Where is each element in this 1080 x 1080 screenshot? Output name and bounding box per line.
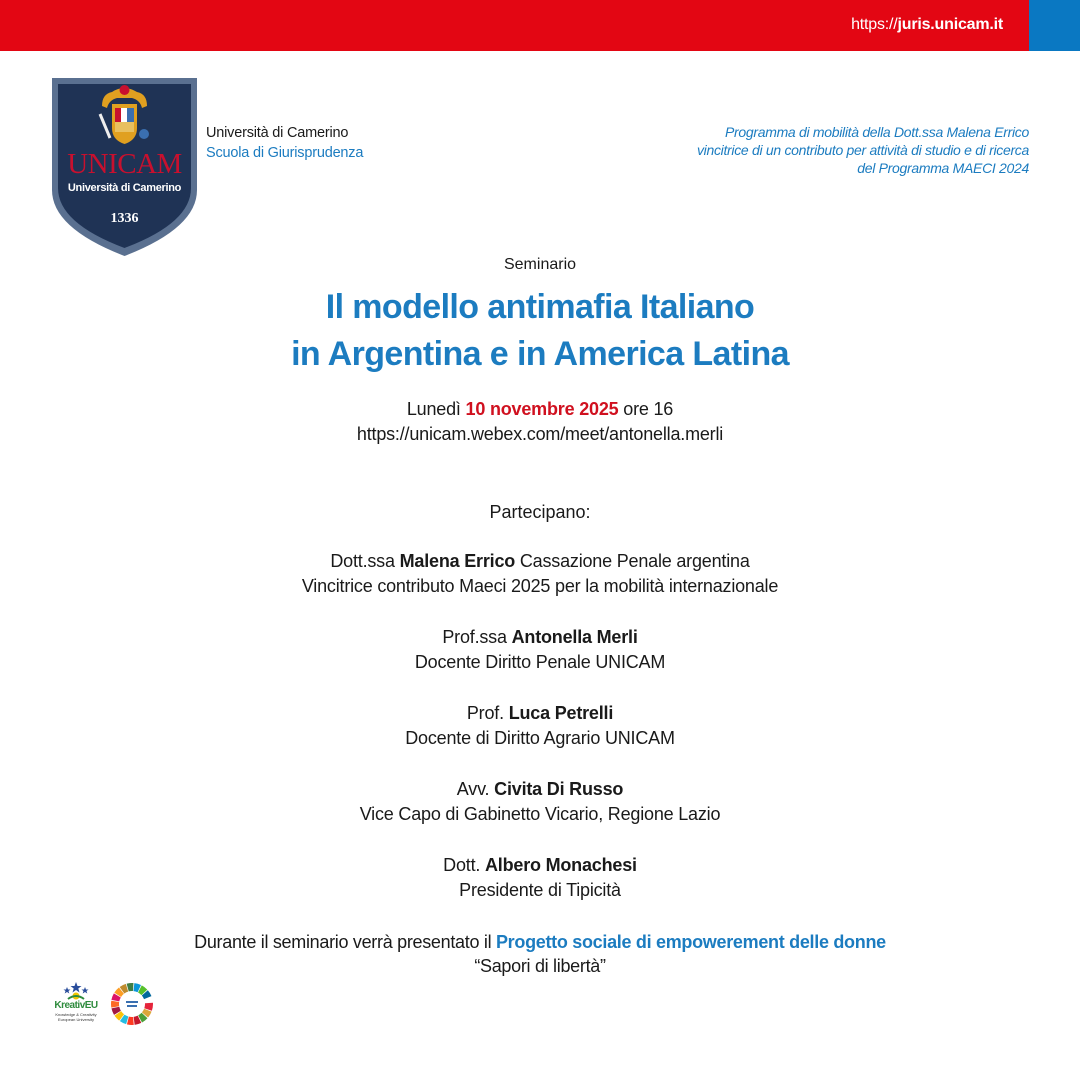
logo-wordmark: UNICAM — [67, 148, 182, 180]
project-title: Progetto sociale di empowerement delle donne — [495, 932, 886, 952]
webex-link[interactable]: https://unicam.webex.com/meet/antonella.merli — [356, 424, 724, 444]
university-name: Università di Camerino — [206, 125, 349, 141]
event-type: Seminario — [503, 256, 577, 273]
participant-name: Luca Petrelli — [508, 703, 614, 723]
closing-note — [0, 930, 1080, 978]
participant-title: Prof.ssa — [442, 627, 507, 647]
participant-role: Vincitrice contributo Maeci 2025 per la mobilità internazionale — [301, 576, 779, 596]
event-title — [0, 284, 1080, 378]
program-note — [549, 123, 1029, 177]
kreativeu-subtitle-line: European University — [57, 1017, 95, 1022]
participant — [0, 549, 1080, 599]
day-label: Lunedì — [406, 399, 461, 419]
url-domain: juris.unicam.it — [897, 16, 1003, 33]
participant-name: Civita Di Russo — [494, 779, 624, 799]
participant — [0, 701, 1080, 751]
sdg-wheel-icon — [110, 982, 154, 1026]
project-name: “Sapori di libertà” — [474, 956, 606, 976]
participant-role: Vice Capo di Gabinetto Vicario, Regione Lazio — [359, 804, 721, 824]
participant — [0, 853, 1080, 903]
school-name: Scuola di Giurisprudenza — [206, 145, 364, 161]
kreativeu-name: KreativEU — [54, 1000, 98, 1011]
stars-icon — [62, 982, 90, 1000]
program-note-line: del Programma MAECI 2024 — [857, 160, 1029, 176]
participant-title: Dott. — [443, 855, 481, 875]
partner-logos — [48, 980, 158, 1030]
program-note-line: Programma di mobilità della Dott.ssa Malena Errico — [724, 124, 1029, 140]
website-link[interactable] — [851, 16, 1003, 34]
participant-role: Docente Diritto Penale UNICAM — [414, 652, 666, 672]
institution-block — [206, 123, 363, 163]
title-line-1: Il modello antimafia Italiano — [325, 288, 755, 326]
kreativeu-subtitle-line: Knowledge & Creativity — [55, 1012, 97, 1017]
participant — [0, 625, 1080, 675]
top-banner — [0, 0, 1080, 51]
participant-title: Prof. — [466, 703, 504, 723]
participant-role: Presidente di Tipicità — [459, 880, 621, 900]
event-time: ore 16 — [623, 399, 674, 419]
closing-intro: Durante il seminario verrà presentato il — [194, 932, 492, 952]
kreativeu-subtitle — [48, 1012, 104, 1022]
url-prefix: https:// — [851, 16, 898, 33]
participants-heading: Partecipano: — [489, 502, 591, 522]
unicam-logo — [52, 78, 197, 256]
participant — [0, 777, 1080, 827]
event-date: 10 novembre 2025 — [465, 399, 619, 419]
program-note-line: vincitrice di un contributo per attività di studio e di ricerca — [696, 142, 1029, 158]
blue-accent-block — [1029, 0, 1080, 51]
participant-role: Docente di Diritto Agrario UNICAM — [405, 728, 675, 748]
participant-title: Avv. — [456, 779, 490, 799]
event-datetime — [0, 397, 1080, 421]
title-line-2: in Argentina e in America Latina — [291, 335, 789, 373]
kreativeu-logo — [48, 980, 104, 1028]
participant-title: Dott.ssa — [330, 551, 395, 571]
participant-name: Antonella Merli — [511, 627, 638, 647]
logo-subtitle: Università di Camerino — [67, 182, 182, 194]
participant-name: Malena Errico — [399, 551, 516, 571]
participant-affiliation: Cassazione Penale argentina — [519, 551, 750, 571]
participant-name: Albero Monachesi — [484, 855, 637, 875]
logo-year: 1336 — [110, 211, 139, 226]
